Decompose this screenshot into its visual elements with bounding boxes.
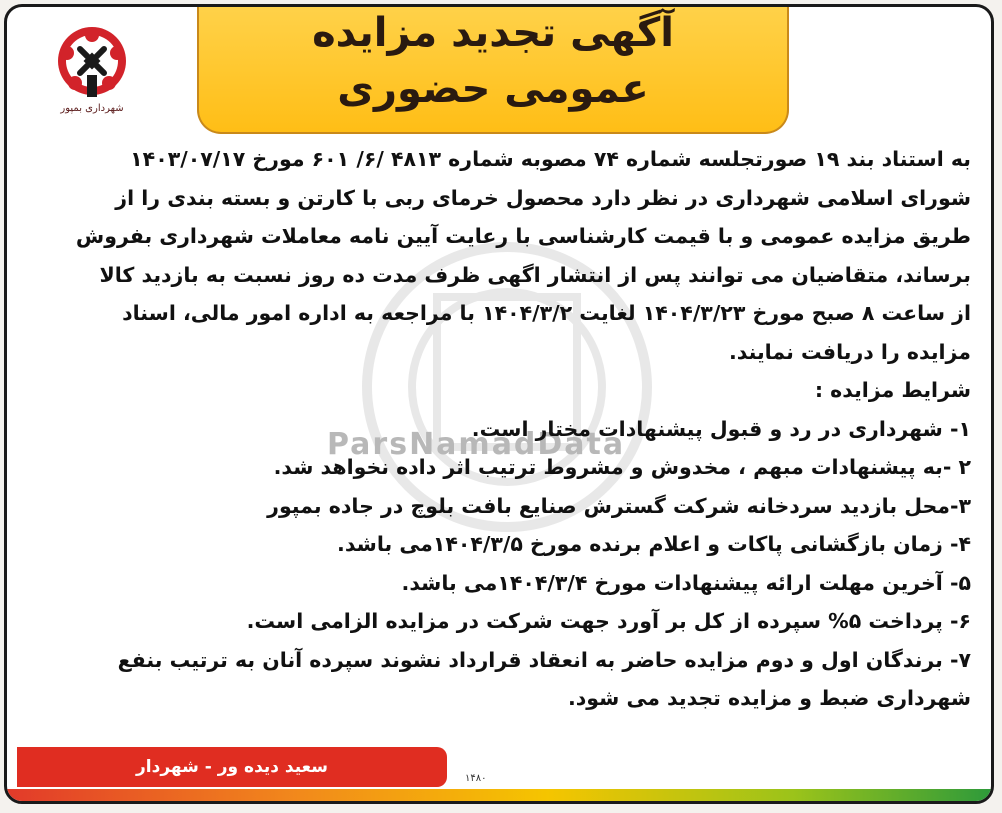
condition-7: ۷- برندگان اول و دوم مزایده حاضر به انعقاد قرارداد نشوند سپرده آنان به ترتیب بنفع bbox=[117, 647, 971, 672]
header-banner bbox=[197, 4, 789, 134]
ad-code: ۱۴۸۰ bbox=[465, 773, 487, 784]
condition-5: ۵- آخرین مهلت ارائه پیشنهادات مورخ ۱۴۰۴/۳/۴می باشد. bbox=[401, 570, 971, 595]
body-line-2: شورای اسلامی شهرداری در نظر دارد محصول خرمای ربی با کارتن و بسته بندی را از bbox=[115, 185, 971, 210]
condition-6: ۶- پرداخت ۵% سپرده از کل بر آورد جهت شرکت در مزایده الزامی است. bbox=[246, 609, 971, 633]
logo-emblem-icon bbox=[47, 21, 137, 105]
condition-1: ۱- شهرداری در رد و قبول پیشنهادات مختار است. bbox=[471, 416, 971, 441]
body-line-3: طریق مزایده عمومی و با قیمت کارشناسی با رعایت آیین نامه معاملات شهرداری بفروش bbox=[75, 224, 971, 248]
condition-7-cont: شهرداری ضبط و مزایده تجدید می شود. bbox=[568, 686, 971, 710]
title-line-2: عمومی حضوری bbox=[337, 66, 649, 112]
body-line-6: مزایده را دریافت نمایند. bbox=[728, 339, 971, 364]
conditions-heading: شرایط مزایده : bbox=[814, 378, 971, 402]
body-line-1: به استناد بند ۱۹ صورتجلسه شماره ۷۴ مصوبه شماره ۴۸۱۳ /۶/ ۶۰۱ مورخ ۱۴۰۳/۰۷/۱۷ bbox=[130, 147, 971, 171]
logo-caption: شهرداری بمپور bbox=[60, 103, 124, 114]
announcement-body bbox=[27, 140, 971, 718]
condition-4: ۴- زمان بازگشانی پاکات و اعلام برنده مورخ ۱۴۰۴/۳/۵می باشد. bbox=[337, 532, 971, 556]
body-line-4: برساند، متقاضیان می توانند پس از انتشار اگهی ظرف مدت ده روز نسبت به بازدید کالا bbox=[99, 262, 971, 287]
ad-frame bbox=[4, 4, 994, 804]
watermark-text: ParsNamadData bbox=[327, 427, 626, 462]
municipality-logo bbox=[47, 21, 137, 121]
condition-2: ۲ -به پیشنهادات مبهم ، مخدوش و مشروط ترتیب اثر داده نخواهد شد. bbox=[273, 455, 971, 479]
bottom-color-bar bbox=[7, 789, 991, 801]
body-line-5: از ساعت ۸ صبح مورخ ۱۴۰۴/۳/۲۳ لغایت ۱۴۰۴/۳/۲ با مراجعه به اداره امور مالی، اسناد bbox=[122, 301, 971, 325]
mayor-signature: سعید دیده ور - شهردار bbox=[17, 747, 447, 787]
title-line-1: آگهی تجدید مزایده bbox=[312, 10, 674, 56]
condition-3: ۳-محل بازدید سردخانه شرکت گسترش صنایع بافت بلوچ در جاده بمپور bbox=[267, 493, 971, 518]
